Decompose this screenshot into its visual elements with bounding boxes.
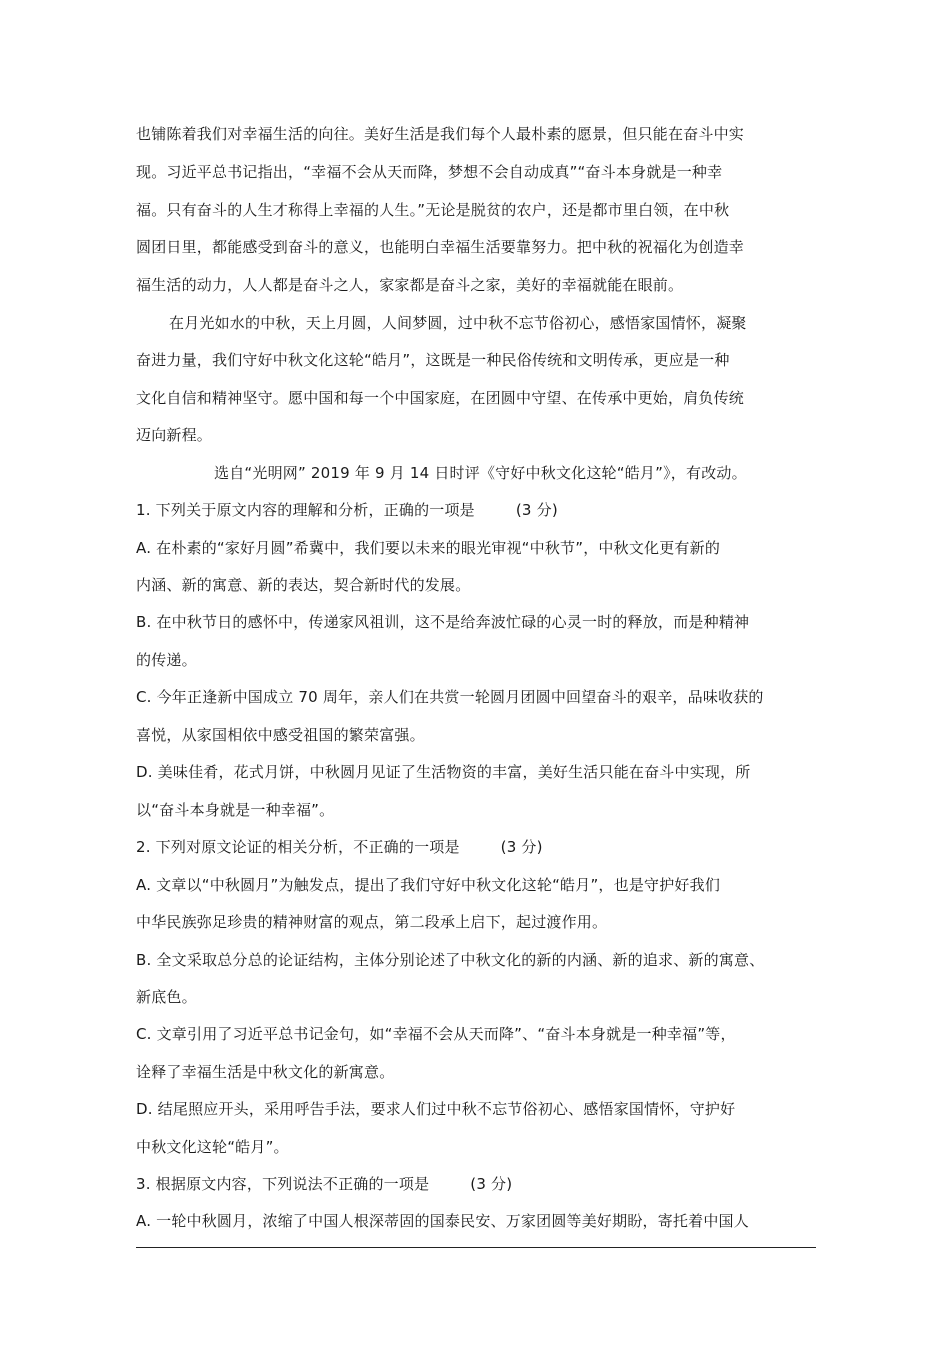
passage-line: 现。习近平总书记指出，“幸福不会从天而降，梦想不会自动成真”“奋斗本身就是一种幸 — [136, 163, 723, 181]
question-stem-text: 2. 下列对原文论证的相关分析，不正确的一项是 — [136, 838, 460, 856]
passage-line: 圆团日里，都能感受到奋斗的意义，也能明白幸福生活要靠努力。把中秋的祝福化为创造幸 — [136, 238, 745, 256]
question-stem-text: 1. 下列关于原文内容的理解和分析，正确的一项是 — [136, 501, 475, 519]
question-score: (3 分) — [500, 838, 543, 856]
option-d-line: D. 结尾照应开头，采用呼告手法，要求人们过中秋不忘节俗初心、感悟家国情怀，守护好 — [136, 1100, 736, 1118]
option-a-line: A. 一轮中秋圆月，浓缩了中国人根深蒂固的国泰民安、万家团圆等美好期盼，寄托着中国人 — [136, 1212, 749, 1230]
option-b-line: B. 全文采取总分总的论证结构，主体分别论述了中秋文化的新的内涵、新的追求、新的寓意、 — [136, 951, 765, 969]
passage-line: 迈向新程。 — [136, 426, 213, 444]
option-a-line: 中华民族弥足珍贵的精神财富的观点，第二段承上启下，起过渡作用。 — [136, 913, 608, 931]
option-b-line: 新底色。 — [136, 988, 197, 1006]
option-a-line: A. 在朴素的“家好月圆”希冀中，我们要以未来的眼光审视“中秋节”，中秋文化更有新的 — [136, 539, 721, 557]
passage-line: 文化自信和精神坚守。愿中国和每一个中国家庭，在团圆中守望、在传承中更始，肩负传统 — [136, 389, 745, 407]
option-d-line: 以“奋斗本身就是一种幸福”。 — [136, 801, 335, 819]
passage-line: 在月光如水的中秋，天上月圆，人间梦圆，过中秋不忘节俗初心，感悟家国情怀，凝聚 — [169, 314, 747, 332]
option-b-line: 的传递。 — [136, 651, 197, 669]
question-stem — [136, 837, 543, 857]
option-c-line: C. 今年正逢新中国成立 70 周年，亲人们在共赏一轮圆月团圆中回望奋斗的艰辛，品味收获的 — [136, 688, 764, 706]
question-stem — [136, 1174, 512, 1194]
option-c-line: 喜悦，从家国相依中感受祖国的繁荣富强。 — [136, 726, 425, 744]
footer-divider — [136, 1247, 816, 1248]
passage-line: 福生活的动力，人人都是奋斗之人，家家都是奋斗之家，美好的幸福就能在眼前。 — [136, 276, 684, 294]
option-a-line: A. 文章以“中秋圆月”为触发点，提出了我们守好中秋文化这轮“皓月”，也是守护好我们 — [136, 876, 721, 894]
question-score: (3 分) — [470, 1175, 513, 1193]
option-b-line: B. 在中秋节日的感怀中，传递家风祖训，这不是给奔波忙碌的心灵一时的释放，而是种精神 — [136, 613, 750, 631]
option-d-line: 中秋文化这轮“皓月”。 — [136, 1138, 289, 1156]
option-c-line: 诠释了幸福生活是中秋文化的新寓意。 — [136, 1063, 395, 1081]
question-score: (3 分) — [515, 501, 558, 519]
passage-line: 奋进力量，我们守好中秋文化这轮“皓月”，这既是一种民俗传统和文明传承，更应是一种 — [136, 351, 730, 369]
passage-line: 也铺陈着我们对幸福生活的向往。美好生活是我们每个人最朴素的愿景，但只能在奋斗中实 — [136, 125, 745, 143]
question-stem — [136, 500, 558, 520]
question-stem-text: 3. 根据原文内容，下列说法不正确的一项是 — [136, 1175, 430, 1193]
option-c-line: C. 文章引用了习近平总书记金句，如“幸福不会从天而降”、“奋斗本身就是一种幸福”等， — [136, 1025, 736, 1043]
option-d-line: D. 美味佳肴，花式月饼，中秋圆月见证了生活物资的丰富，美好生活只能在奋斗中实现，所 — [136, 763, 751, 781]
option-a-line: 内涵、新的寓意、新的表达，契合新时代的发展。 — [136, 576, 471, 594]
passage-line: 福。只有奋斗的人生才称得上幸福的人生。”无论是脱贫的农户，还是都市里白领，在中秋 — [136, 201, 730, 219]
source-citation: 选自“光明网” 2019 年 9 月 14 日时评《守好中秋文化这轮“皓月”》，有改动。 — [214, 464, 747, 482]
